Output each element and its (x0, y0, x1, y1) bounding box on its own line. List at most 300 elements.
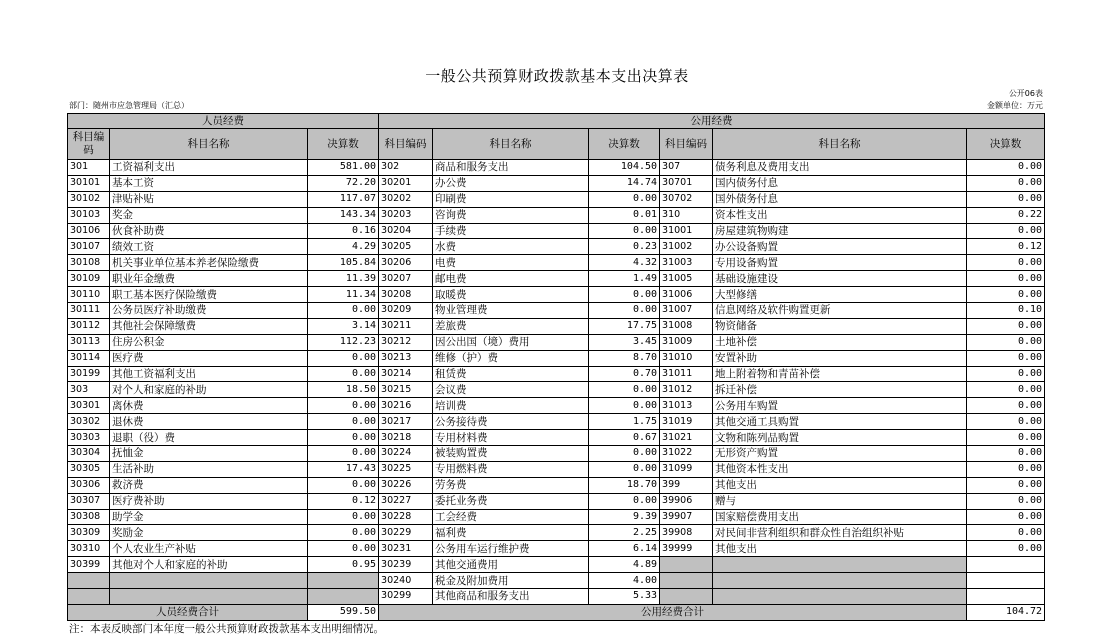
personnel-amount-cell: 0.00 (308, 446, 379, 462)
table-row (68, 477, 1045, 493)
other-public-amount-cell: 0.00 (967, 191, 1045, 207)
personnel-code-cell: 30310 (68, 541, 110, 557)
goods-services-code-cell: 30217 (379, 414, 433, 430)
personnel-code-cell: 301 (68, 160, 110, 176)
table-row (68, 334, 1045, 350)
table-row (68, 239, 1045, 255)
col-header-code: 科目编码 (379, 129, 433, 160)
other-public-name-cell (713, 589, 967, 605)
goods-services-code-cell: 30202 (379, 191, 433, 207)
other-public-name-cell: 物资储备 (713, 318, 967, 334)
goods-services-amount-cell: 9.39 (589, 509, 660, 525)
goods-services-amount-cell: 2.25 (589, 525, 660, 541)
personnel-name-cell: 职业年金缴费 (110, 271, 308, 287)
goods-services-amount-cell: 1.49 (589, 271, 660, 287)
col-header-amount: 决算数 (967, 129, 1045, 160)
goods-services-code-cell: 302 (379, 160, 433, 176)
col-header-code: 科目编码 (68, 129, 110, 160)
other-public-name-cell: 国家赔偿费用支出 (713, 509, 967, 525)
other-public-name-cell: 国外债务付息 (713, 191, 967, 207)
other-public-code-cell: 31013 (660, 398, 713, 414)
goods-services-name-cell: 取暖费 (433, 287, 589, 303)
other-public-name-cell: 国内债务付息 (713, 175, 967, 191)
goods-services-amount-cell: 0.01 (589, 207, 660, 223)
other-public-name-cell: 地上附着物和青苗补偿 (713, 366, 967, 382)
personnel-name-cell: 抚恤金 (110, 446, 308, 462)
personnel-code-cell: 30309 (68, 525, 110, 541)
table-row (68, 318, 1045, 334)
other-public-name-cell: 土地补偿 (713, 334, 967, 350)
goods-services-name-cell: 会议费 (433, 382, 589, 398)
personnel-amount-cell: 18.50 (308, 382, 379, 398)
table-row (68, 382, 1045, 398)
personnel-code-cell: 30301 (68, 398, 110, 414)
personnel-code-cell: 30305 (68, 461, 110, 477)
personnel-name-cell: 医疗费 (110, 350, 308, 366)
personnel-amount-cell: 0.00 (308, 303, 379, 319)
table-row (68, 255, 1045, 271)
goods-services-code-cell: 30209 (379, 303, 433, 319)
goods-services-amount-cell: 0.00 (589, 382, 660, 398)
other-public-code-cell: 30702 (660, 191, 713, 207)
group-header-row (68, 114, 1045, 129)
goods-services-amount-cell: 0.00 (589, 287, 660, 303)
table-footnote: 注：本表反映部门本年度一般公共预算财政拨款基本支出明细情况。 (69, 623, 384, 635)
other-public-name-cell: 资本性支出 (713, 207, 967, 223)
other-public-name-cell: 办公设备购置 (713, 239, 967, 255)
other-public-name-cell: 房屋建筑物购建 (713, 223, 967, 239)
goods-services-amount-cell: 3.45 (589, 334, 660, 350)
personnel-name-cell: 生活补助 (110, 461, 308, 477)
personnel-name-cell: 伙食补助费 (110, 223, 308, 239)
other-public-amount-cell: 0.12 (967, 239, 1045, 255)
personnel-code-cell: 30306 (68, 477, 110, 493)
personnel-amount-cell: 0.00 (308, 541, 379, 557)
other-public-code-cell: 39908 (660, 525, 713, 541)
other-public-name-cell: 文物和陈列品购置 (713, 430, 967, 446)
personnel-amount-cell (308, 589, 379, 605)
personnel-amount-cell: 0.00 (308, 398, 379, 414)
table-row (68, 557, 1045, 573)
goods-services-name-cell: 培训费 (433, 398, 589, 414)
other-public-amount-cell: 0.00 (967, 398, 1045, 414)
personnel-code-cell: 30304 (68, 446, 110, 462)
other-public-code-cell: 31012 (660, 382, 713, 398)
personnel-total-label: 人员经费合计 (68, 604, 308, 620)
goods-services-name-cell: 公务用车运行维护费 (433, 541, 589, 557)
other-public-name-cell: 基础设施建设 (713, 271, 967, 287)
other-public-amount-cell: 0.00 (967, 493, 1045, 509)
table-row (68, 287, 1045, 303)
expenditure-table (67, 113, 1045, 621)
goods-services-code-cell: 30225 (379, 461, 433, 477)
table-row (68, 160, 1045, 176)
table-row (68, 589, 1045, 605)
other-public-amount-cell: 0.00 (967, 541, 1045, 557)
personnel-code-cell: 30199 (68, 366, 110, 382)
personnel-name-cell: 对个人和家庭的补助 (110, 382, 308, 398)
table-row (68, 573, 1045, 589)
other-public-code-cell (660, 589, 713, 605)
other-public-amount-cell: 0.00 (967, 334, 1045, 350)
goods-services-code-cell: 30226 (379, 477, 433, 493)
personnel-name-cell: 津贴补贴 (110, 191, 308, 207)
table-row (68, 350, 1045, 366)
personnel-amount-cell: 0.95 (308, 557, 379, 573)
goods-services-name-cell: 差旅费 (433, 318, 589, 334)
personnel-amount-cell: 112.23 (308, 334, 379, 350)
table-row (68, 446, 1045, 462)
personnel-code-cell: 30102 (68, 191, 110, 207)
goods-services-code-cell: 30224 (379, 446, 433, 462)
other-public-name-cell: 拆迁补偿 (713, 382, 967, 398)
table-row (68, 461, 1045, 477)
personnel-amount-cell: 0.16 (308, 223, 379, 239)
personnel-code-cell: 30307 (68, 493, 110, 509)
goods-services-code-cell: 30299 (379, 589, 433, 605)
table-row (68, 525, 1045, 541)
goods-services-code-cell: 30208 (379, 287, 433, 303)
personnel-code-cell: 30399 (68, 557, 110, 573)
goods-services-code-cell: 30227 (379, 493, 433, 509)
other-public-code-cell: 39999 (660, 541, 713, 557)
other-public-amount-cell: 0.00 (967, 525, 1045, 541)
goods-services-name-cell: 专用燃料费 (433, 461, 589, 477)
other-public-code-cell: 31019 (660, 414, 713, 430)
personnel-name-cell: 奖金 (110, 207, 308, 223)
goods-services-amount-cell: 0.00 (589, 446, 660, 462)
goods-services-name-cell: 电费 (433, 255, 589, 271)
other-public-code-cell: 31010 (660, 350, 713, 366)
personnel-amount-cell: 0.12 (308, 493, 379, 509)
other-public-amount-cell: 0.00 (967, 350, 1045, 366)
other-public-amount-cell: 0.00 (967, 461, 1045, 477)
personnel-code-cell: 30302 (68, 414, 110, 430)
goods-services-name-cell: 邮电费 (433, 271, 589, 287)
goods-services-code-cell: 30240 (379, 573, 433, 589)
table-row (68, 271, 1045, 287)
personnel-code-cell: 30113 (68, 334, 110, 350)
goods-services-name-cell: 被装购置费 (433, 446, 589, 462)
goods-services-name-cell: 委托业务费 (433, 493, 589, 509)
other-public-code-cell: 30701 (660, 175, 713, 191)
goods-services-name-cell: 公务接待费 (433, 414, 589, 430)
personnel-name-cell: 救济费 (110, 477, 308, 493)
goods-services-code-cell: 30214 (379, 366, 433, 382)
other-public-code-cell: 31001 (660, 223, 713, 239)
table-row (68, 509, 1045, 525)
other-public-amount-cell: 0.00 (967, 446, 1045, 462)
col-header-amount: 决算数 (589, 129, 660, 160)
personnel-amount-cell: 0.00 (308, 366, 379, 382)
personnel-name-cell: 助学金 (110, 509, 308, 525)
personnel-code-cell (68, 589, 110, 605)
table-row (68, 175, 1045, 191)
goods-services-name-cell: 因公出国（境）费用 (433, 334, 589, 350)
personnel-amount-cell: 0.00 (308, 509, 379, 525)
other-public-code-cell: 31009 (660, 334, 713, 350)
totals-row (68, 604, 1045, 620)
col-header-name: 科目名称 (110, 129, 308, 160)
goods-services-name-cell: 办公费 (433, 175, 589, 191)
form-number: 公开06表 (1008, 89, 1043, 98)
col-header-amount: 决算数 (308, 129, 379, 160)
personnel-name-cell: 职工基本医疗保险缴费 (110, 287, 308, 303)
table-row (68, 191, 1045, 207)
goods-services-name-cell: 税金及附加费用 (433, 573, 589, 589)
personnel-amount-cell: 117.07 (308, 191, 379, 207)
public-total-amount: 104.72 (967, 604, 1045, 620)
personnel-code-cell: 30106 (68, 223, 110, 239)
other-public-name-cell: 赠与 (713, 493, 967, 509)
other-public-name-cell: 债务利息及费用支出 (713, 160, 967, 176)
goods-services-name-cell: 租赁费 (433, 366, 589, 382)
goods-services-code-cell: 30205 (379, 239, 433, 255)
other-public-code-cell: 39906 (660, 493, 713, 509)
personnel-amount-cell: 17.43 (308, 461, 379, 477)
goods-services-amount-cell: 6.14 (589, 541, 660, 557)
other-public-code-cell: 31005 (660, 271, 713, 287)
personnel-amount-cell: 3.14 (308, 318, 379, 334)
goods-services-code-cell: 30213 (379, 350, 433, 366)
table-row (68, 207, 1045, 223)
goods-services-amount-cell: 0.00 (589, 493, 660, 509)
other-public-name-cell: 大型修缮 (713, 287, 967, 303)
personnel-code-cell: 30111 (68, 303, 110, 319)
other-public-amount-cell: 0.00 (967, 414, 1045, 430)
goods-services-name-cell: 工会经费 (433, 509, 589, 525)
personnel-code-cell: 30101 (68, 175, 110, 191)
other-public-amount-cell: 0.00 (967, 160, 1045, 176)
table-row (68, 303, 1045, 319)
goods-services-name-cell: 维修（护）费 (433, 350, 589, 366)
other-public-amount-cell: 0.00 (967, 509, 1045, 525)
personnel-name-cell (110, 573, 308, 589)
personnel-code-cell: 303 (68, 382, 110, 398)
personnel-name-cell (110, 589, 308, 605)
other-public-amount-cell: 0.00 (967, 366, 1045, 382)
personnel-amount-cell: 4.29 (308, 239, 379, 255)
table-row (68, 414, 1045, 430)
other-public-name-cell: 无形资产购置 (713, 446, 967, 462)
goods-services-code-cell: 30229 (379, 525, 433, 541)
other-public-code-cell: 307 (660, 160, 713, 176)
table-row (68, 398, 1045, 414)
personnel-name-cell: 基本工资 (110, 175, 308, 191)
department-label: 部门：随州市应急管理局（汇总） (69, 101, 189, 110)
goods-services-name-cell: 劳务费 (433, 477, 589, 493)
col-header-name: 科目名称 (433, 129, 589, 160)
goods-services-name-cell: 物业管理费 (433, 303, 589, 319)
other-public-amount-cell: 0.00 (967, 477, 1045, 493)
goods-services-name-cell: 手续费 (433, 223, 589, 239)
personnel-total-amount: 599.50 (308, 604, 379, 620)
goods-services-code-cell: 30216 (379, 398, 433, 414)
goods-services-amount-cell: 0.67 (589, 430, 660, 446)
goods-services-code-cell: 30228 (379, 509, 433, 525)
personnel-amount-cell: 0.00 (308, 525, 379, 541)
other-public-name-cell: 其他支出 (713, 477, 967, 493)
goods-services-name-cell: 福利费 (433, 525, 589, 541)
other-public-name-cell (713, 557, 967, 573)
other-public-code-cell: 31008 (660, 318, 713, 334)
goods-services-code-cell: 30203 (379, 207, 433, 223)
goods-services-amount-cell: 0.00 (589, 223, 660, 239)
other-public-code-cell: 310 (660, 207, 713, 223)
other-public-name-cell: 专用设备购置 (713, 255, 967, 271)
other-public-code-cell: 31099 (660, 461, 713, 477)
other-public-amount-cell: 0.00 (967, 271, 1045, 287)
goods-services-code-cell: 30231 (379, 541, 433, 557)
goods-services-amount-cell: 4.00 (589, 573, 660, 589)
goods-services-amount-cell: 14.74 (589, 175, 660, 191)
table-row (68, 366, 1045, 382)
other-public-amount-cell: 0.22 (967, 207, 1045, 223)
personnel-amount-cell: 0.00 (308, 350, 379, 366)
goods-services-amount-cell: 17.75 (589, 318, 660, 334)
public-group-header: 公用经费 (379, 114, 1045, 129)
personnel-code-cell: 30110 (68, 287, 110, 303)
other-public-amount-cell: 0.10 (967, 303, 1045, 319)
personnel-group-header: 人员经费 (68, 114, 379, 129)
column-header-row (68, 129, 1045, 160)
personnel-name-cell: 其他社会保障缴费 (110, 318, 308, 334)
other-public-amount-cell: 0.00 (967, 175, 1045, 191)
table-row (68, 223, 1045, 239)
personnel-name-cell: 个人农业生产补贴 (110, 541, 308, 557)
goods-services-name-cell: 水费 (433, 239, 589, 255)
other-public-amount-cell (967, 589, 1045, 605)
personnel-amount-cell: 581.00 (308, 160, 379, 176)
personnel-name-cell: 医疗费补助 (110, 493, 308, 509)
other-public-amount-cell (967, 573, 1045, 589)
goods-services-name-cell: 其他商品和服务支出 (433, 589, 589, 605)
goods-services-name-cell: 商品和服务支出 (433, 160, 589, 176)
personnel-amount-cell: 0.00 (308, 414, 379, 430)
goods-services-amount-cell: 0.00 (589, 303, 660, 319)
table-row (68, 430, 1045, 446)
other-public-amount-cell: 0.00 (967, 287, 1045, 303)
other-public-amount-cell (967, 557, 1045, 573)
goods-services-code-cell: 30201 (379, 175, 433, 191)
personnel-code-cell: 30108 (68, 255, 110, 271)
personnel-name-cell: 绩效工资 (110, 239, 308, 255)
other-public-amount-cell: 0.00 (967, 430, 1045, 446)
other-public-amount-cell: 0.00 (967, 255, 1045, 271)
other-public-code-cell: 31002 (660, 239, 713, 255)
goods-services-code-cell: 30215 (379, 382, 433, 398)
personnel-name-cell: 奖励金 (110, 525, 308, 541)
personnel-code-cell: 30112 (68, 318, 110, 334)
goods-services-amount-cell: 18.70 (589, 477, 660, 493)
goods-services-name-cell: 专用材料费 (433, 430, 589, 446)
other-public-name-cell: 其他支出 (713, 541, 967, 557)
personnel-name-cell: 退职（役）费 (110, 430, 308, 446)
goods-services-code-cell: 30212 (379, 334, 433, 350)
col-header-name: 科目名称 (713, 129, 967, 160)
goods-services-code-cell: 30204 (379, 223, 433, 239)
other-public-code-cell (660, 557, 713, 573)
goods-services-code-cell: 30239 (379, 557, 433, 573)
personnel-code-cell: 30114 (68, 350, 110, 366)
other-public-name-cell: 其他交通工具购置 (713, 414, 967, 430)
goods-services-amount-cell: 0.23 (589, 239, 660, 255)
personnel-amount-cell: 72.20 (308, 175, 379, 191)
goods-services-code-cell: 30218 (379, 430, 433, 446)
other-public-name-cell (713, 573, 967, 589)
personnel-code-cell: 30303 (68, 430, 110, 446)
personnel-amount-cell: 0.00 (308, 477, 379, 493)
personnel-amount-cell: 105.84 (308, 255, 379, 271)
personnel-name-cell: 工资福利支出 (110, 160, 308, 176)
goods-services-amount-cell: 5.33 (589, 589, 660, 605)
personnel-amount-cell: 0.00 (308, 430, 379, 446)
other-public-code-cell: 31003 (660, 255, 713, 271)
public-total-label: 公用经费合计 (379, 604, 967, 620)
goods-services-amount-cell: 4.32 (589, 255, 660, 271)
goods-services-amount-cell: 0.00 (589, 398, 660, 414)
goods-services-code-cell: 30207 (379, 271, 433, 287)
other-public-code-cell: 39907 (660, 509, 713, 525)
other-public-code-cell: 31007 (660, 303, 713, 319)
goods-services-amount-cell: 0.00 (589, 461, 660, 477)
col-header-code: 科目编码 (660, 129, 713, 160)
other-public-name-cell: 公务用车购置 (713, 398, 967, 414)
other-public-amount-cell: 0.00 (967, 382, 1045, 398)
goods-services-code-cell: 30206 (379, 255, 433, 271)
personnel-code-cell: 30308 (68, 509, 110, 525)
goods-services-code-cell: 30211 (379, 318, 433, 334)
goods-services-amount-cell: 104.50 (589, 160, 660, 176)
personnel-amount-cell: 11.34 (308, 287, 379, 303)
goods-services-amount-cell: 0.00 (589, 191, 660, 207)
personnel-amount-cell: 11.39 (308, 271, 379, 287)
other-public-amount-cell: 0.00 (967, 223, 1045, 239)
personnel-amount-cell: 143.34 (308, 207, 379, 223)
unit-label: 金额单位：万元 (987, 101, 1043, 110)
personnel-name-cell: 其他对个人和家庭的补助 (110, 557, 308, 573)
personnel-name-cell: 退休费 (110, 414, 308, 430)
personnel-code-cell: 30107 (68, 239, 110, 255)
report-title: 一般公共预算财政拨款基本支出决算表 (425, 67, 689, 85)
other-public-code-cell (660, 573, 713, 589)
personnel-name-cell: 住房公积金 (110, 334, 308, 350)
goods-services-amount-cell: 1.75 (589, 414, 660, 430)
other-public-name-cell: 对民间非营利组织和群众性自治组织补贴 (713, 525, 967, 541)
personnel-name-cell: 公务员医疗补助缴费 (110, 303, 308, 319)
goods-services-amount-cell: 0.70 (589, 366, 660, 382)
personnel-name-cell: 其他工资福利支出 (110, 366, 308, 382)
table-row (68, 493, 1045, 509)
other-public-name-cell: 安置补助 (713, 350, 967, 366)
personnel-code-cell (68, 573, 110, 589)
other-public-name-cell: 其他资本性支出 (713, 461, 967, 477)
other-public-name-cell: 信息网络及软件购置更新 (713, 303, 967, 319)
personnel-name-cell: 离休费 (110, 398, 308, 414)
personnel-code-cell: 30103 (68, 207, 110, 223)
personnel-amount-cell (308, 573, 379, 589)
other-public-code-cell: 31011 (660, 366, 713, 382)
other-public-code-cell: 31006 (660, 287, 713, 303)
other-public-code-cell: 399 (660, 477, 713, 493)
other-public-code-cell: 31022 (660, 446, 713, 462)
personnel-code-cell: 30109 (68, 271, 110, 287)
goods-services-amount-cell: 4.89 (589, 557, 660, 573)
table-row (68, 541, 1045, 557)
goods-services-name-cell: 咨询费 (433, 207, 589, 223)
personnel-name-cell: 机关事业单位基本养老保险缴费 (110, 255, 308, 271)
goods-services-name-cell: 印刷费 (433, 191, 589, 207)
